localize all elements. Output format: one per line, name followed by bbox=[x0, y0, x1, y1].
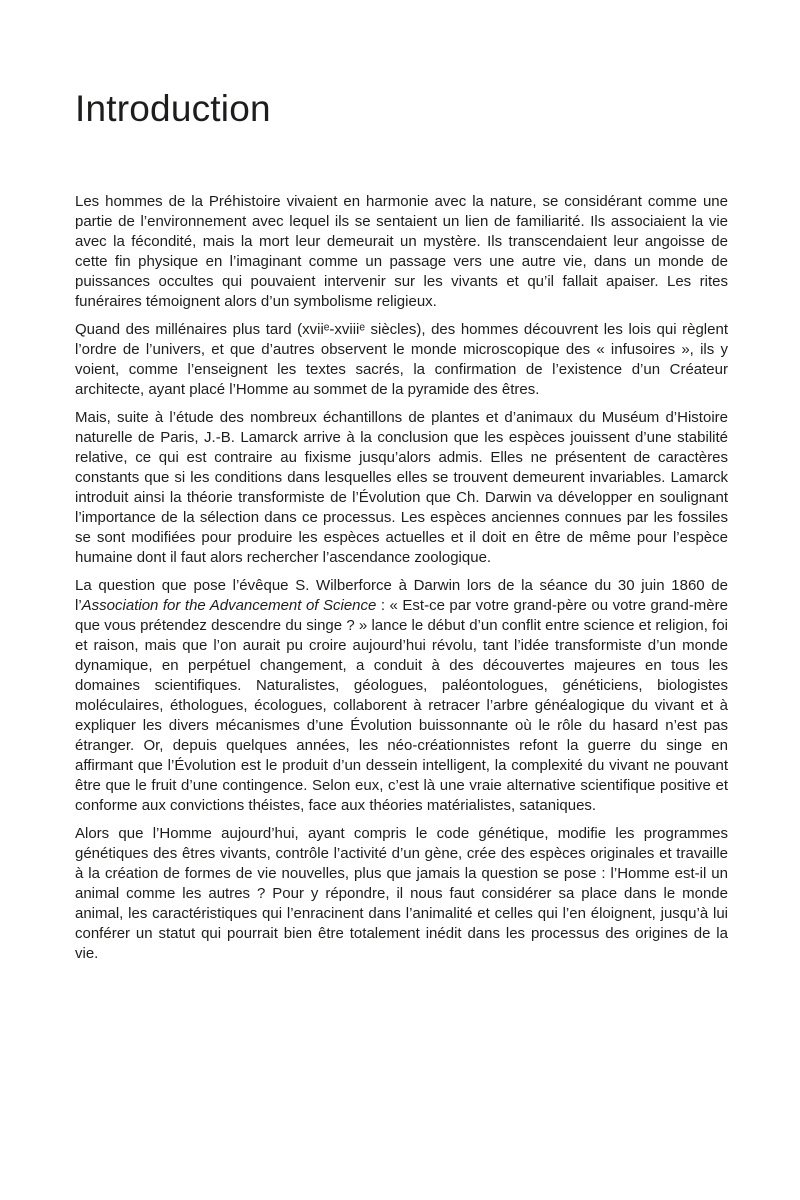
paragraph-5: Alors que l’Homme aujourd’hui, ayant compris le code génétique, modifie les programmes génétiques des êtres vivants, contrôle l’activité d’un gène, crée des espèces originales et travaille à la création de formes de vie nouvelles, plus que jamais la question se pose : l’Homme est-il un animal comme les autres ? Pour y répondre, il nous faut considérer sa place dans le monde animal, les caractéristiques qui l’enracinent dans l’animalité et celles qui l’en éloignent, jusqu’à lui conférer un statut qui pourrait bien être totalement inédit dans les processus des origines de la vie. bbox=[75, 825, 728, 962]
society-name-italic: Association for the Advancement of Science bbox=[81, 597, 377, 614]
paragraph-2: Quand des millénaires plus tard (xviiᵉ-xviiiᵉ siècles), des hommes découvrent les lois qui règlent l’ordre de l’univers, et que d’autres observent le monde microscopique des « infusoires », ils y voient, comme l’enseignent les textes sacrés, la confirmation de l’existence d’un Créateur architecte, ayant placé l’Homme au sommet de la pyramide des êtres. bbox=[75, 321, 728, 398]
paragraph-4-text-after: : « Est-ce par votre grand-père ou votre grand-mère que vous prétendez descendre du singe ? » lance le début d’un conflit entre science et religion, foi et raison, mais que l’on aurait pu croire aujourd’hui révolu, tant l’idée transformiste d’un monde dynamique, en perpétuel changement, a conduit à des découvertes majeures en tous les domaines scientifiques. Naturalistes, géologues, paléontologues, généticiens, biologistes moléculaires, éthologues, écologues, collaborent à retracer l’arbre généalogique du vivant et à expliquer les divers mécanismes d’une Évolution buissonnante où le rôle du hasard n’est pas étranger. Or, depuis quelques années, les néo-créationnistes refont la guerre du singe en affirmant que l’Évolution est le produit d’un dessein intelligent, la complexité du vivant ne pouvant être que le fruit d’une contingence. Selon eux, c’est là une vraie alternative scientifique positive et conforme aux convictions théistes, face aux théories matérialistes, sataniques. bbox=[75, 597, 728, 814]
paragraph-4 bbox=[75, 576, 728, 816]
paragraph-4-text-before: La question que pose l’évêque S. Wilberforce à Darwin lors de la séance du 30 juin 1860 de l’ bbox=[75, 577, 728, 614]
page-title: Introduction bbox=[75, 88, 271, 129]
paragraph-1: Les hommes de la Préhistoire vivaient en harmonie avec la nature, se considérant comme une partie de l’environnement avec lequel ils se sentaient un lien de familiarité. Ils associaient la vie avec la fécondité, mais la mort leur demeurait un mystère. Ils transcendaient leur angoisse de cette fin physique en l’imaginant comme un passage vers une autre vie, dans un monde de puissances occultes qui pouvaient intervenir sur les vivants et qu’il fallait apaiser. Les rites funéraires témoignent alors d’un symbolisme religieux. bbox=[75, 193, 728, 310]
body-text bbox=[75, 192, 728, 964]
paragraph-3: Mais, suite à l’étude des nombreux échantillons de plantes et d’animaux du Muséum d’Histoire naturelle de Paris, J.-B. Lamarck arrive à la conclusion que les espèces jouissent d’une stabilité relative, ce qui est contraire au fixisme jusqu’alors admis. Elles ne présentent de caractères constants que si les conditions dans lesquelles elles se trouvent demeurent invariables. Lamarck introduit ainsi la théorie transformiste de l’Évolution que Ch. Darwin va développer en soulignant l’importance de la sélection dans ce processus. Les espèces anciennes connues par les fossiles se sont modifiées pour produire les espèces actuelles et il doit en être de même pour l’espèce humaine dont il faut alors rechercher l’ascendance zoologique. bbox=[75, 409, 728, 566]
